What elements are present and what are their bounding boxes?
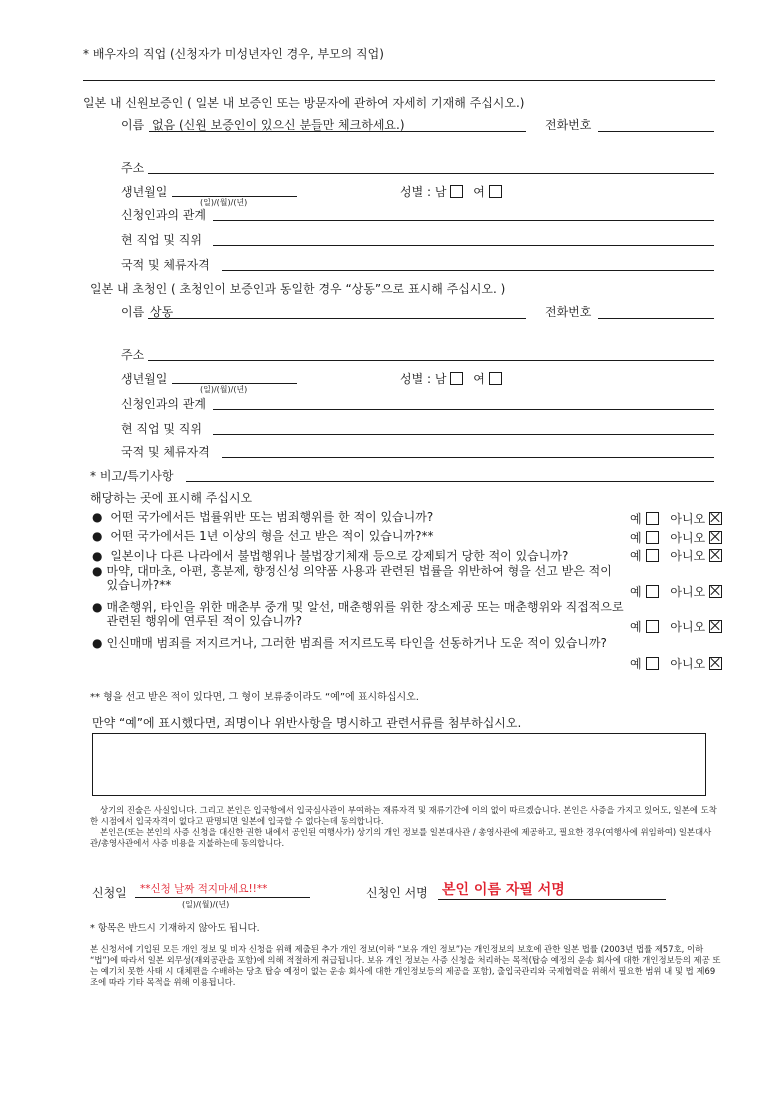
sentence-note: ** 형을 선고 받은 적이 있다면, 그 형이 보류중이라도 “예”에 표시하십시오. <box>90 692 419 703</box>
guarantor-name-line <box>149 131 526 132</box>
female-label: 여 <box>473 372 485 386</box>
declaration-1: 상기의 진술은 사실입니다. 그리고 본인은 입국항에서 입국심사관이 부여하는 재류자격 및 재류기간에 이의 없이 따르겠습니다. 본인은 사증을 가지고 있어도, 일본에 도착한 시점에서 입국자격이 없다고 판명되면 일본에 입국할 수 없다는데 동의합니다. <box>90 805 717 826</box>
bullet-icon: ● <box>92 529 103 543</box>
yes-no-group <box>630 583 722 600</box>
no-label: 아니오 <box>670 620 706 634</box>
question-text: 마약, 대마초, 아편, 흥분제, 향정신성 의약품 사용과 관련된 법률을 위반하여 형을 선고 받은 적이 있습니까?** <box>106 564 612 592</box>
no-label: 아니오 <box>670 531 706 545</box>
no-checkbox[interactable] <box>709 531 722 544</box>
guarantor-relation-label: 신청인과의 관계 <box>121 208 206 222</box>
privacy-notice: 본 신청서에 기입된 모든 개인 정보 및 비자 신청을 위해 제출된 추가 개인 정보(이하 “보유 개인 정보”)는 개인정보의 보호에 관한 일본 법률 (2003년 법률 제57호, 이하 “법”)에 따라서 일본 외무성(재외공관을 포함)에 의해 적절하게 취급됩니다. 보유 개인 정보는 사증 신청을 처리하는 목적(탑승 예정의 운송 회사에 대한 개인정보등의 제공 또는 예기치 못한 사태 시 대체편을 수배하는 당초 탑승 예정이 없는 운송 회사에 대한 개인정보등의 제공을 포함), 출입국관리와 국제협력을 위해서 필요한 범위 내 및 법 제69조에 따라 기타 목적을 위해 이용됩니다. <box>90 944 721 987</box>
inviter-phone-label: 전화번호 <box>545 305 592 319</box>
yes-no-group <box>630 547 722 564</box>
inviter-heading: 일본 내 초청인 ( 초청인이 보증인과 동일한 경우 “상동”으로 표시해 주십시오. ) <box>90 282 506 296</box>
sex-label: 성별 : 남 <box>400 185 447 199</box>
remarks-label: * 비고/특기사항 <box>90 469 174 483</box>
bullet-icon: ● <box>92 549 103 563</box>
application-date-label: 신청일 <box>92 886 127 900</box>
question-text: 어떤 국가에서든 법률위반 또는 범죄행위를 한 적이 있습니까? <box>110 510 434 524</box>
details-textbox[interactable] <box>92 733 706 796</box>
inviter-relation-label: 신청인과의 관계 <box>121 397 206 411</box>
guarantor-name-value[interactable]: 없음 (신원 보증인이 있으신 분들만 체크하세요.) <box>152 118 405 132</box>
yes-checkbox[interactable] <box>646 549 659 562</box>
guarantor-job-field[interactable] <box>213 245 714 246</box>
question-item <box>92 547 568 564</box>
question-item <box>92 600 627 628</box>
guarantor-sex <box>400 183 502 200</box>
yes-label: 예 <box>630 585 642 599</box>
yes-checkbox[interactable] <box>646 620 659 633</box>
signature-value[interactable]: 본인 이름 자필 서명 <box>442 882 565 898</box>
spouse-job-label: * 배우자의 직업 (신청자가 미성년자인 경우, 부모의 직업) <box>83 47 384 61</box>
declaration-2: 본인은(또는 본인의 사증 신청을 대신한 권한 내에서 공인된 여행사가) 상기의 개인 정보를 일본대사관 / 총영사관에 제공하고, 필요한 경우(여행사에 위임하여) 일본대사관/총영사관에서 사증 비용을 지불하는데 동의합니다. <box>90 827 712 848</box>
sex-label: 성별 : 남 <box>400 372 447 386</box>
yes-checkbox[interactable] <box>646 657 659 670</box>
question-text: 어떤 국가에서든 1년 이상의 형을 선고 받은 적이 있습니까?** <box>110 529 434 543</box>
no-label: 아니오 <box>670 512 706 526</box>
application-date-value[interactable]: **신청 날짜 적지마세요!!** <box>140 883 268 895</box>
yes-label: 예 <box>630 549 642 563</box>
inviter-phone-field[interactable] <box>598 318 714 319</box>
guarantor-dob-format: (일)/(월)/(년) <box>200 198 248 207</box>
yes-no-group <box>630 655 722 672</box>
bullet-icon: ● <box>92 564 103 578</box>
male-checkbox[interactable] <box>450 185 463 198</box>
inviter-nationality-field[interactable] <box>222 457 714 458</box>
inviter-dob-format: (일)/(월)/(년) <box>200 385 248 394</box>
mark-instruction: 해당하는 곳에 표시해 주십시오 <box>90 491 253 505</box>
question-text: 매춘행위, 타인을 위한 매춘부 중개 및 알선, 매춘행위를 위한 장소제공 또는 매춘행위와 직접적으로관련된 행위에 연루된 적이 있습니까? <box>106 600 624 628</box>
inviter-name-label: 이름 <box>121 305 145 319</box>
spouse-job-field[interactable] <box>83 80 715 81</box>
inviter-address-label: 주소 <box>121 348 145 362</box>
inviter-job-field[interactable] <box>213 434 714 435</box>
guarantor-address-field[interactable] <box>148 173 714 174</box>
guarantor-address-label: 주소 <box>121 161 145 175</box>
yes-label: 예 <box>630 512 642 526</box>
inviter-dob-label: 생년월일 <box>121 372 168 386</box>
yes-no-group <box>630 529 722 546</box>
yes-no-group <box>630 618 722 635</box>
male-checkbox[interactable] <box>450 372 463 385</box>
question-item <box>92 564 627 592</box>
no-checkbox[interactable] <box>709 657 722 670</box>
no-checkbox[interactable] <box>709 620 722 633</box>
question-item <box>92 636 627 650</box>
female-checkbox[interactable] <box>489 185 502 198</box>
guarantor-phone-label: 전화번호 <box>545 118 592 132</box>
bullet-icon: ● <box>92 510 103 524</box>
no-checkbox[interactable] <box>709 512 722 525</box>
female-checkbox[interactable] <box>489 372 502 385</box>
yes-checkbox[interactable] <box>646 585 659 598</box>
question-item <box>92 529 627 543</box>
if-yes-note: 만약 “예”에 표시했다면, 죄명이나 위반사항을 명시하고 관련서류를 첨부하십시오. <box>92 716 522 730</box>
inviter-address-field[interactable] <box>148 360 714 361</box>
no-label: 아니오 <box>670 657 706 671</box>
guarantor-job-label: 현 직업 및 직위 <box>121 233 202 247</box>
inviter-name-value[interactable]: 상동 <box>150 305 174 319</box>
guarantor-nationality-label: 국적 및 체류자격 <box>121 258 210 272</box>
guarantor-heading: 일본 내 신원보증인 ( 일본 내 보증인 또는 방문자에 관하여 자세히 기재해 주십시오.) <box>83 96 525 110</box>
application-date-line <box>135 897 310 898</box>
signature-label: 신청인 서명 <box>366 886 428 900</box>
question-text: 일본이나 다른 나라에서 불법행위나 불법장기체재 등으로 강제퇴거 당한 적이 있습니까? <box>110 549 569 563</box>
yes-no-group <box>630 510 722 527</box>
optional-note: * 항목은 반드시 기재하지 않아도 됩니다. <box>90 923 260 934</box>
guarantor-relation-field[interactable] <box>213 220 714 221</box>
question-text: 인신매매 범죄를 저지르거나, 그러한 범죄를 저지르도록 타인을 선동하거나 도운 적이 있습니까? <box>106 636 607 650</box>
inviter-sex <box>400 370 502 387</box>
inviter-name-line <box>148 318 526 319</box>
guarantor-dob-label: 생년월일 <box>121 185 168 199</box>
inviter-job-label: 현 직업 및 직위 <box>121 422 202 436</box>
signature-line <box>438 899 666 900</box>
inviter-relation-field[interactable] <box>213 409 714 410</box>
bullet-icon: ● <box>92 636 103 650</box>
no-label: 아니오 <box>670 549 706 563</box>
remarks-field[interactable] <box>186 481 714 482</box>
application-date-format: (일)/(월)/(년) <box>182 900 230 909</box>
bullet-icon: ● <box>92 600 103 614</box>
no-checkbox[interactable] <box>709 549 722 562</box>
yes-checkbox[interactable] <box>646 531 659 544</box>
guarantor-phone-field[interactable] <box>598 131 714 132</box>
yes-label: 예 <box>630 657 642 671</box>
inviter-nationality-label: 국적 및 체류자격 <box>121 445 210 459</box>
guarantor-nationality-field[interactable] <box>222 270 714 271</box>
guarantor-name-label: 이름 <box>121 118 145 132</box>
no-label: 아니오 <box>670 585 706 599</box>
yes-checkbox[interactable] <box>646 512 659 525</box>
yes-label: 예 <box>630 531 642 545</box>
question-item <box>92 510 627 524</box>
no-checkbox[interactable] <box>709 585 722 598</box>
female-label: 여 <box>473 185 485 199</box>
yes-label: 예 <box>630 620 642 634</box>
